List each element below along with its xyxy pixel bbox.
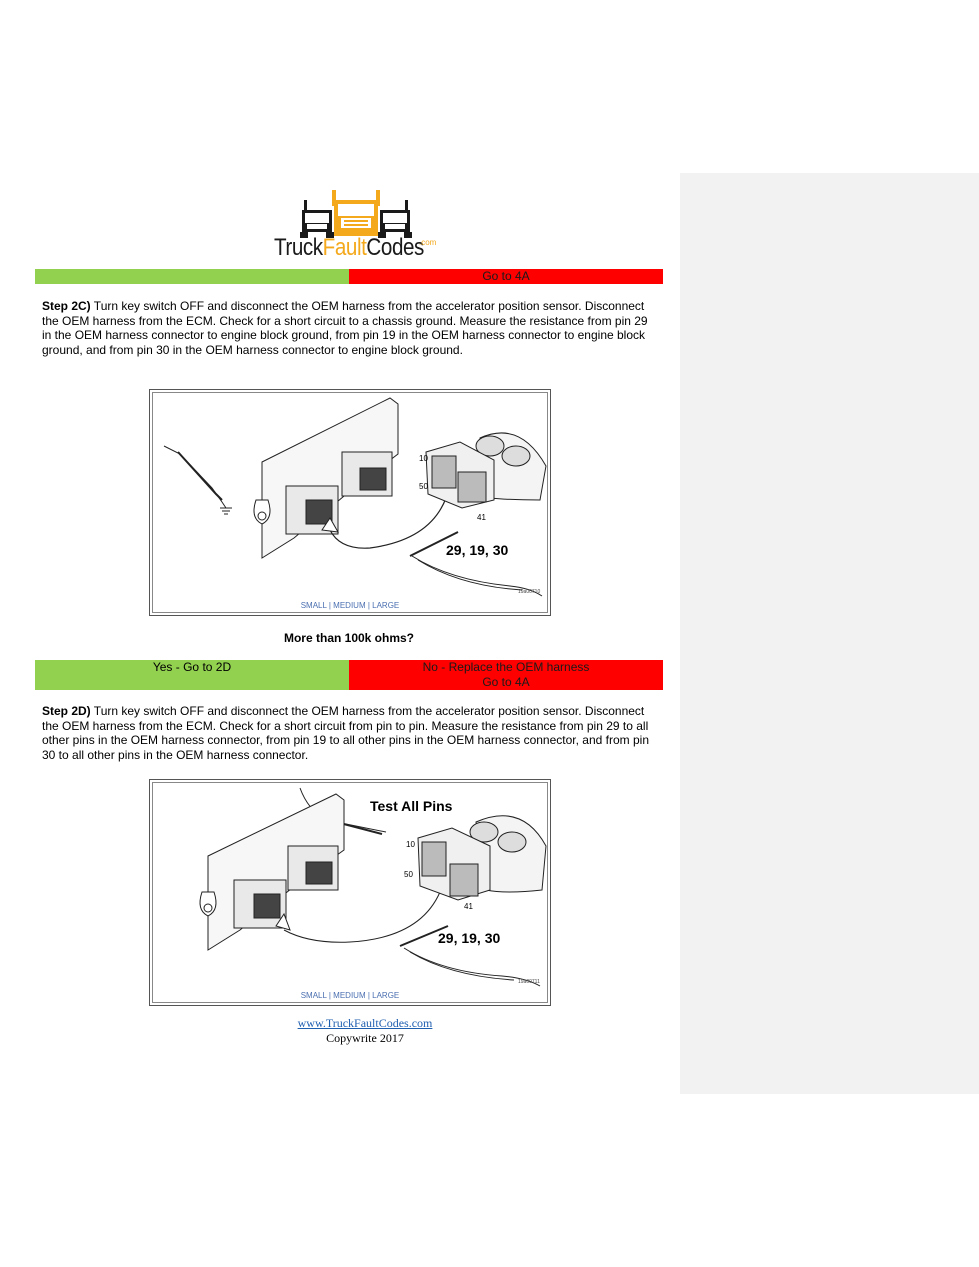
step-2c-text: Turn key switch OFF and disconnect the OEM harness from the accelerator position sensor. Disconnect the OEM harness from the ECM. Check for a short circuit to a chassis ground. Measure the resistance from pin 29 in the OEM harness connector to engine block ground, from pin 19 in the OEM harness connector to engine block ground, and from pin 30 in the OEM harness connector to engine block ground. (42, 299, 648, 358)
figure-1-pin-label-mid: 50 (419, 482, 428, 491)
figure-pin-to-pin-test (149, 779, 551, 1006)
figure-1-code: 19a00710 (518, 589, 541, 595)
logo-wordmark: TruckFaultCodes (274, 234, 424, 261)
figure-2-callout: 29, 19, 30 (438, 930, 501, 946)
answer-no: No - Replace the OEM harness Go to 4A (349, 660, 663, 690)
step-2c-label: Step 2C) (42, 299, 91, 313)
step-2c-paragraph (42, 299, 652, 358)
logo-suffix: .com (419, 238, 437, 247)
footer (200, 1016, 530, 1046)
figure-1-size-links[interactable]: SMALL | MEDIUM | LARGE (300, 601, 400, 610)
ecm-diagram (150, 780, 550, 1005)
figure-1-pin-label-bottom: 41 (477, 513, 486, 522)
step-2d-label: Step 2D) (42, 704, 91, 718)
footer-copyright: Copywrite 2017 (326, 1031, 404, 1045)
top-bar-right: Go to 4A (349, 269, 663, 284)
ecm-diagram (150, 390, 550, 615)
figure-2-pin-label-top: 10 (406, 840, 415, 849)
comment-pane (680, 173, 979, 1094)
figure-2-pin-label-bottom: 41 (464, 902, 473, 911)
truck-icon (274, 186, 438, 238)
figure-2-size-links[interactable]: SMALL | MEDIUM | LARGE (300, 991, 400, 1000)
answer-bar (35, 660, 663, 690)
figure-1-pin-label-top: 10 (419, 454, 428, 463)
truckfaultcodes-logo (274, 186, 438, 264)
figure-1-callout: 29, 19, 30 (446, 542, 509, 558)
figure-2-pin-label-mid: 50 (404, 870, 413, 879)
step-2d-paragraph (42, 704, 652, 763)
question-text: More than 100k ohms? (283, 631, 415, 645)
top-bar-left (35, 269, 349, 284)
footer-website-link[interactable]: www.TruckFaultCodes.com (297, 1016, 433, 1030)
figure-ecm-ground-test (149, 389, 551, 616)
top-answer-bar (35, 269, 663, 284)
answer-yes: Yes - Go to 2D (35, 660, 349, 690)
step-2d-text: Turn key switch OFF and disconnect the OEM harness from the accelerator position sensor. Disconnect the OEM harness from the ECM. Check for a short circuit from pin to pin. Measure the resistance from pin 29 to all other pins in the OEM harness connector, from pin 19 to all other pins in the OEM harness connector, and from pin 30 to all other pins in the OEM harness connector. (42, 704, 649, 763)
figure-2-code: 19a00711 (518, 979, 540, 985)
figure-2-title: Test All Pins (370, 798, 453, 814)
